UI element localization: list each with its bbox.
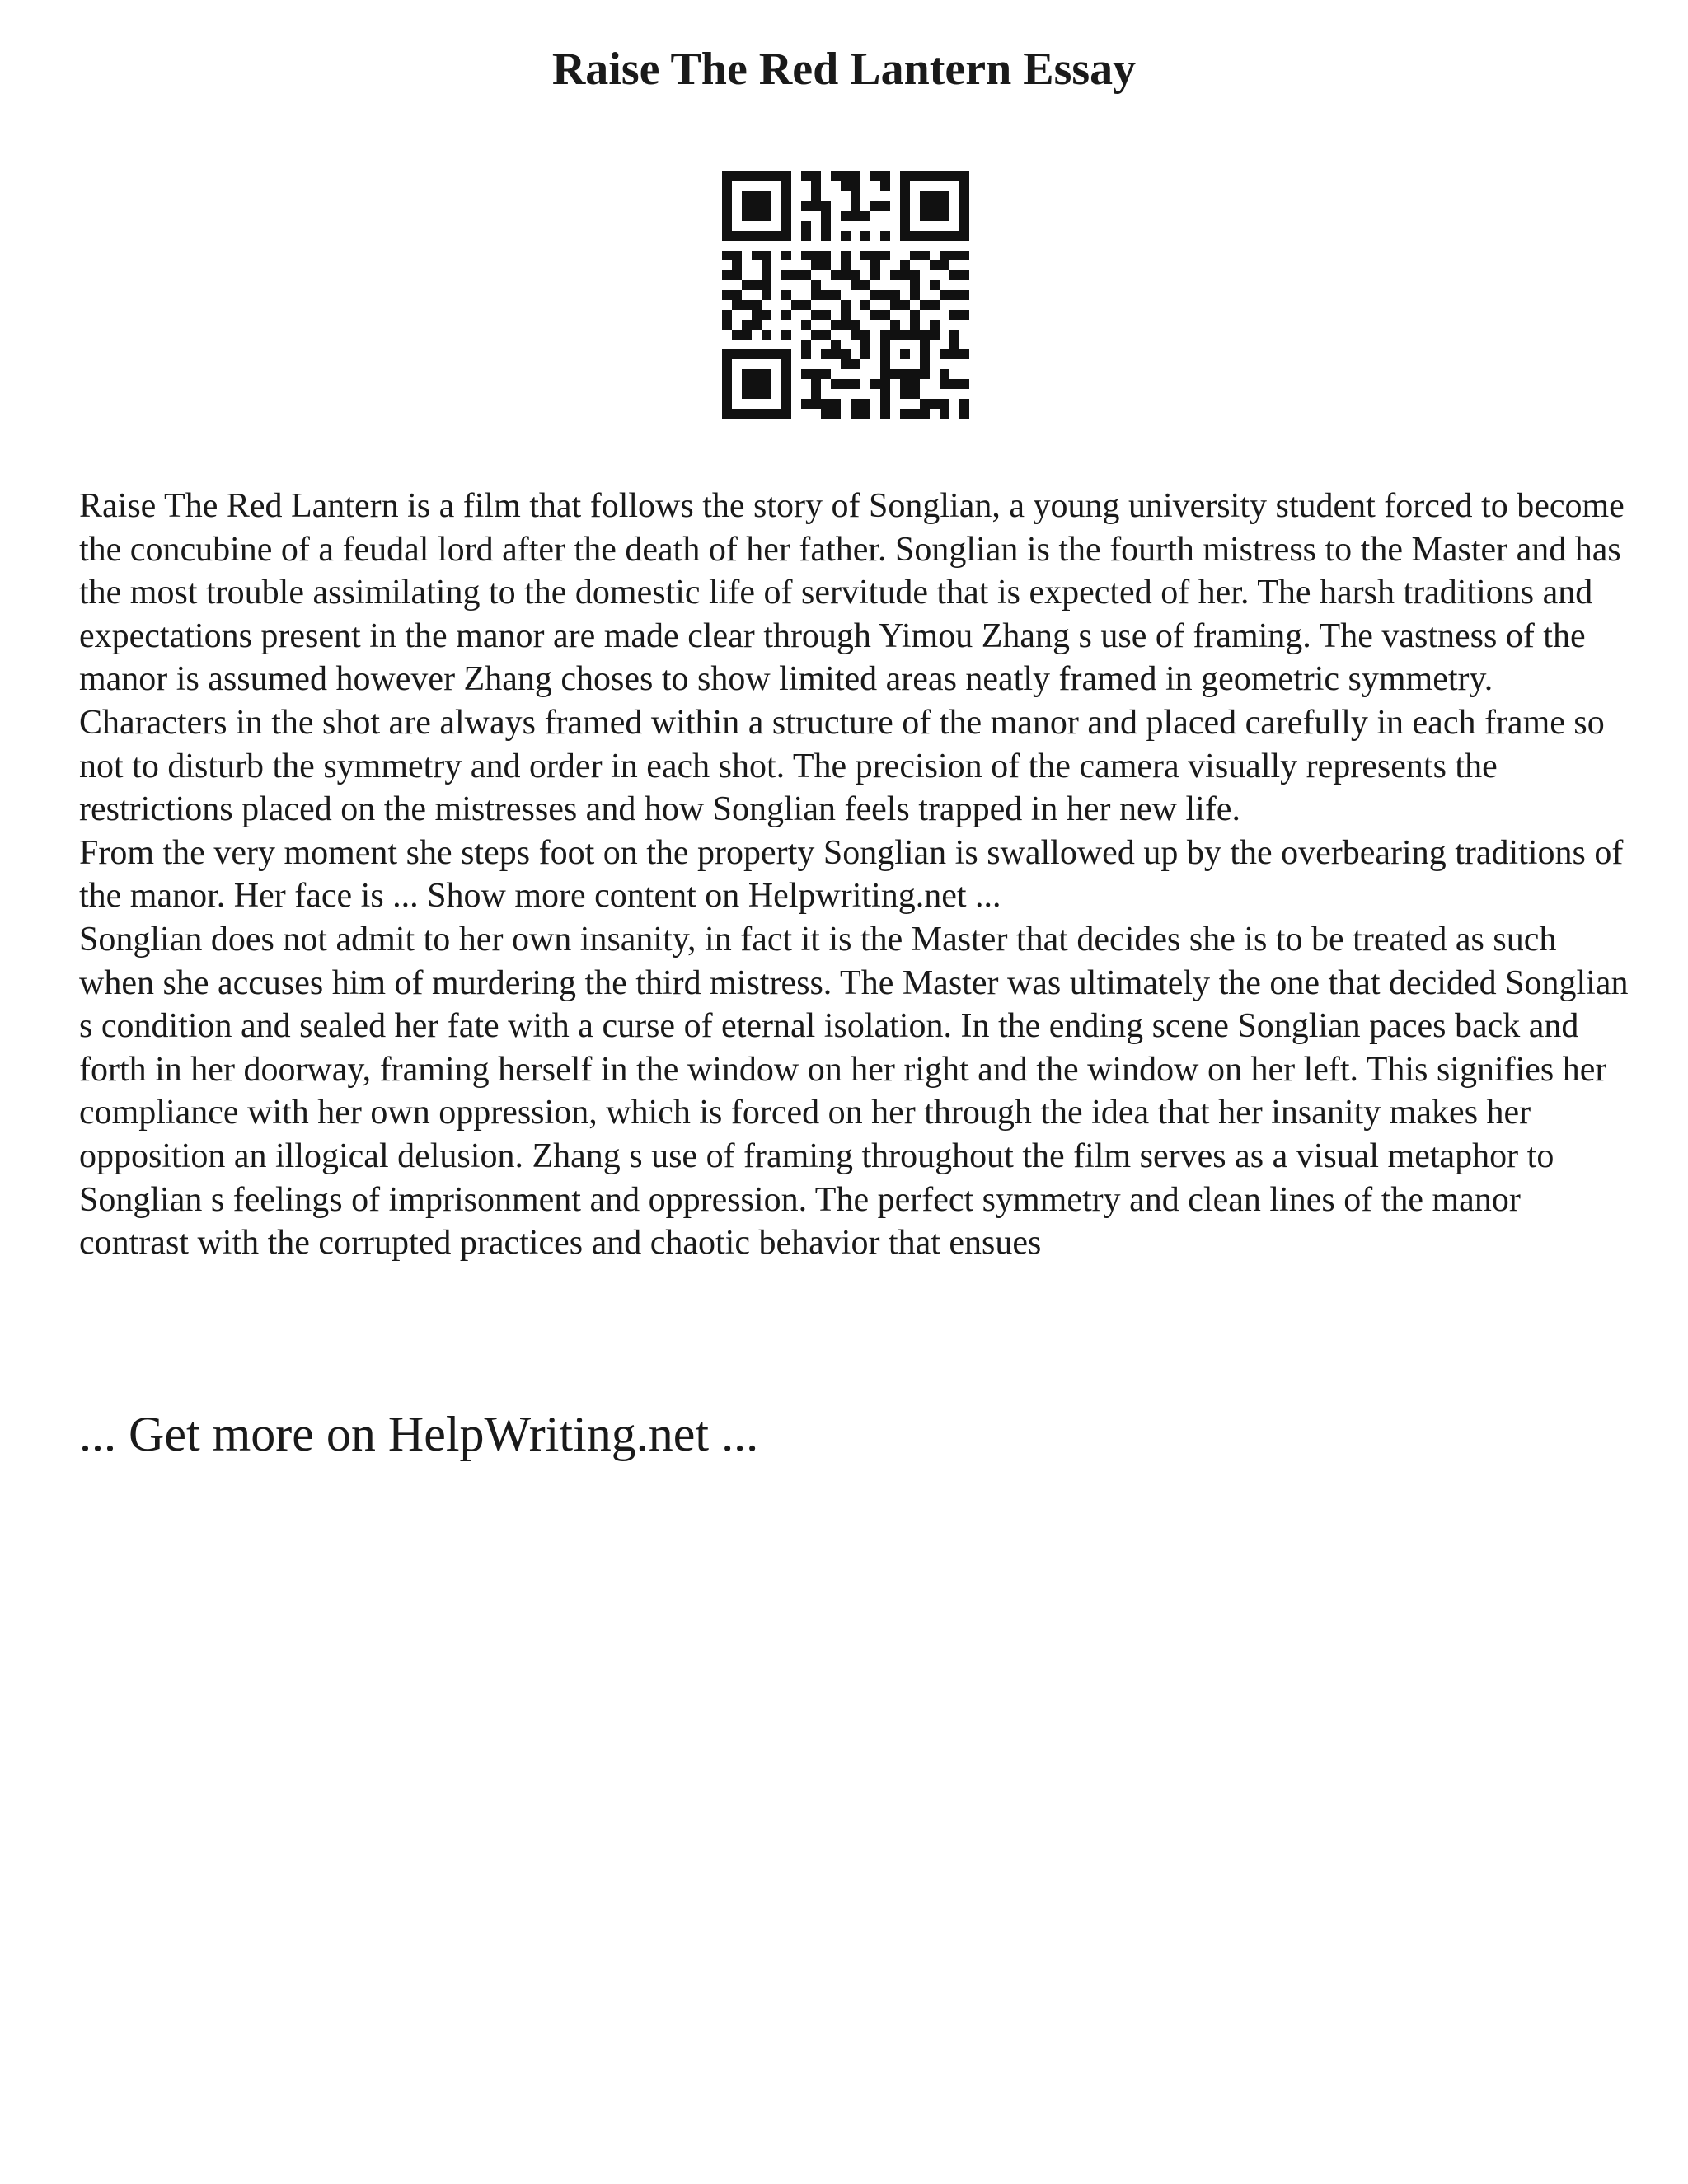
essay-body [79, 485, 1629, 1265]
essay-paragraph-2: From the very moment she steps foot on the property Songlian is swallowed up by the overbearing traditions of the manor. Her face is ... Show more content on Helpwriting.net ... [79, 833, 1624, 916]
page-title: Raise The Red Lantern Essay [551, 44, 1137, 95]
essay-paragraph-1: Raise The Red Lantern is a film that follows the story of Songlian, a young university student forced to become the concubine of a feudal lord after the death of her father. Songlian is the fourth mistress to the Master and has the most trouble assimilating to the domestic life of servitude that is expected of her. The harsh traditions and expectations present in the manor are made clear through Yimou Zhang s use of framing. The vastness of the manor is assumed however Zhang choses to show limited areas neatly framed in geometric symmetry. Characters in the shot are always framed within a structure of the manor and placed carefully in each frame so not to disturb the symmetry and order in each shot. The precision of the camera visually represents the restrictions placed on the mistresses and how Songlian feels trapped in her new life. [79, 487, 1625, 829]
get-more-link[interactable]: ... Get more on HelpWriting.net ... [79, 1407, 759, 1461]
qr-code-graphic [722, 171, 969, 419]
essay-paragraph-3: Songlian does not admit to her own insanity, in fact it is the Master that decides she is to be treated as such when she accuses him of murdering the third mistress. The Master was ultimately the one that decided Songlian s condition and sealed her fate with a curse of eternal isolation. In the ending scene Songlian paces back and forth in her doorway, framing herself in the window on her right and the window on her left. This signifies her compliance with her own oppression, which is forced on her through the idea that her insanity makes her opposition an illogical delusion. Zhang s use of framing throughout the film serves as a visual metaphor to Songlian s feelings of imprisonment and oppression. The perfect symmetry and clean lines of the manor contrast with the corrupted practices and chaotic behavior that ensues [79, 920, 1629, 1263]
qr-code-icon[interactable] [722, 171, 969, 419]
